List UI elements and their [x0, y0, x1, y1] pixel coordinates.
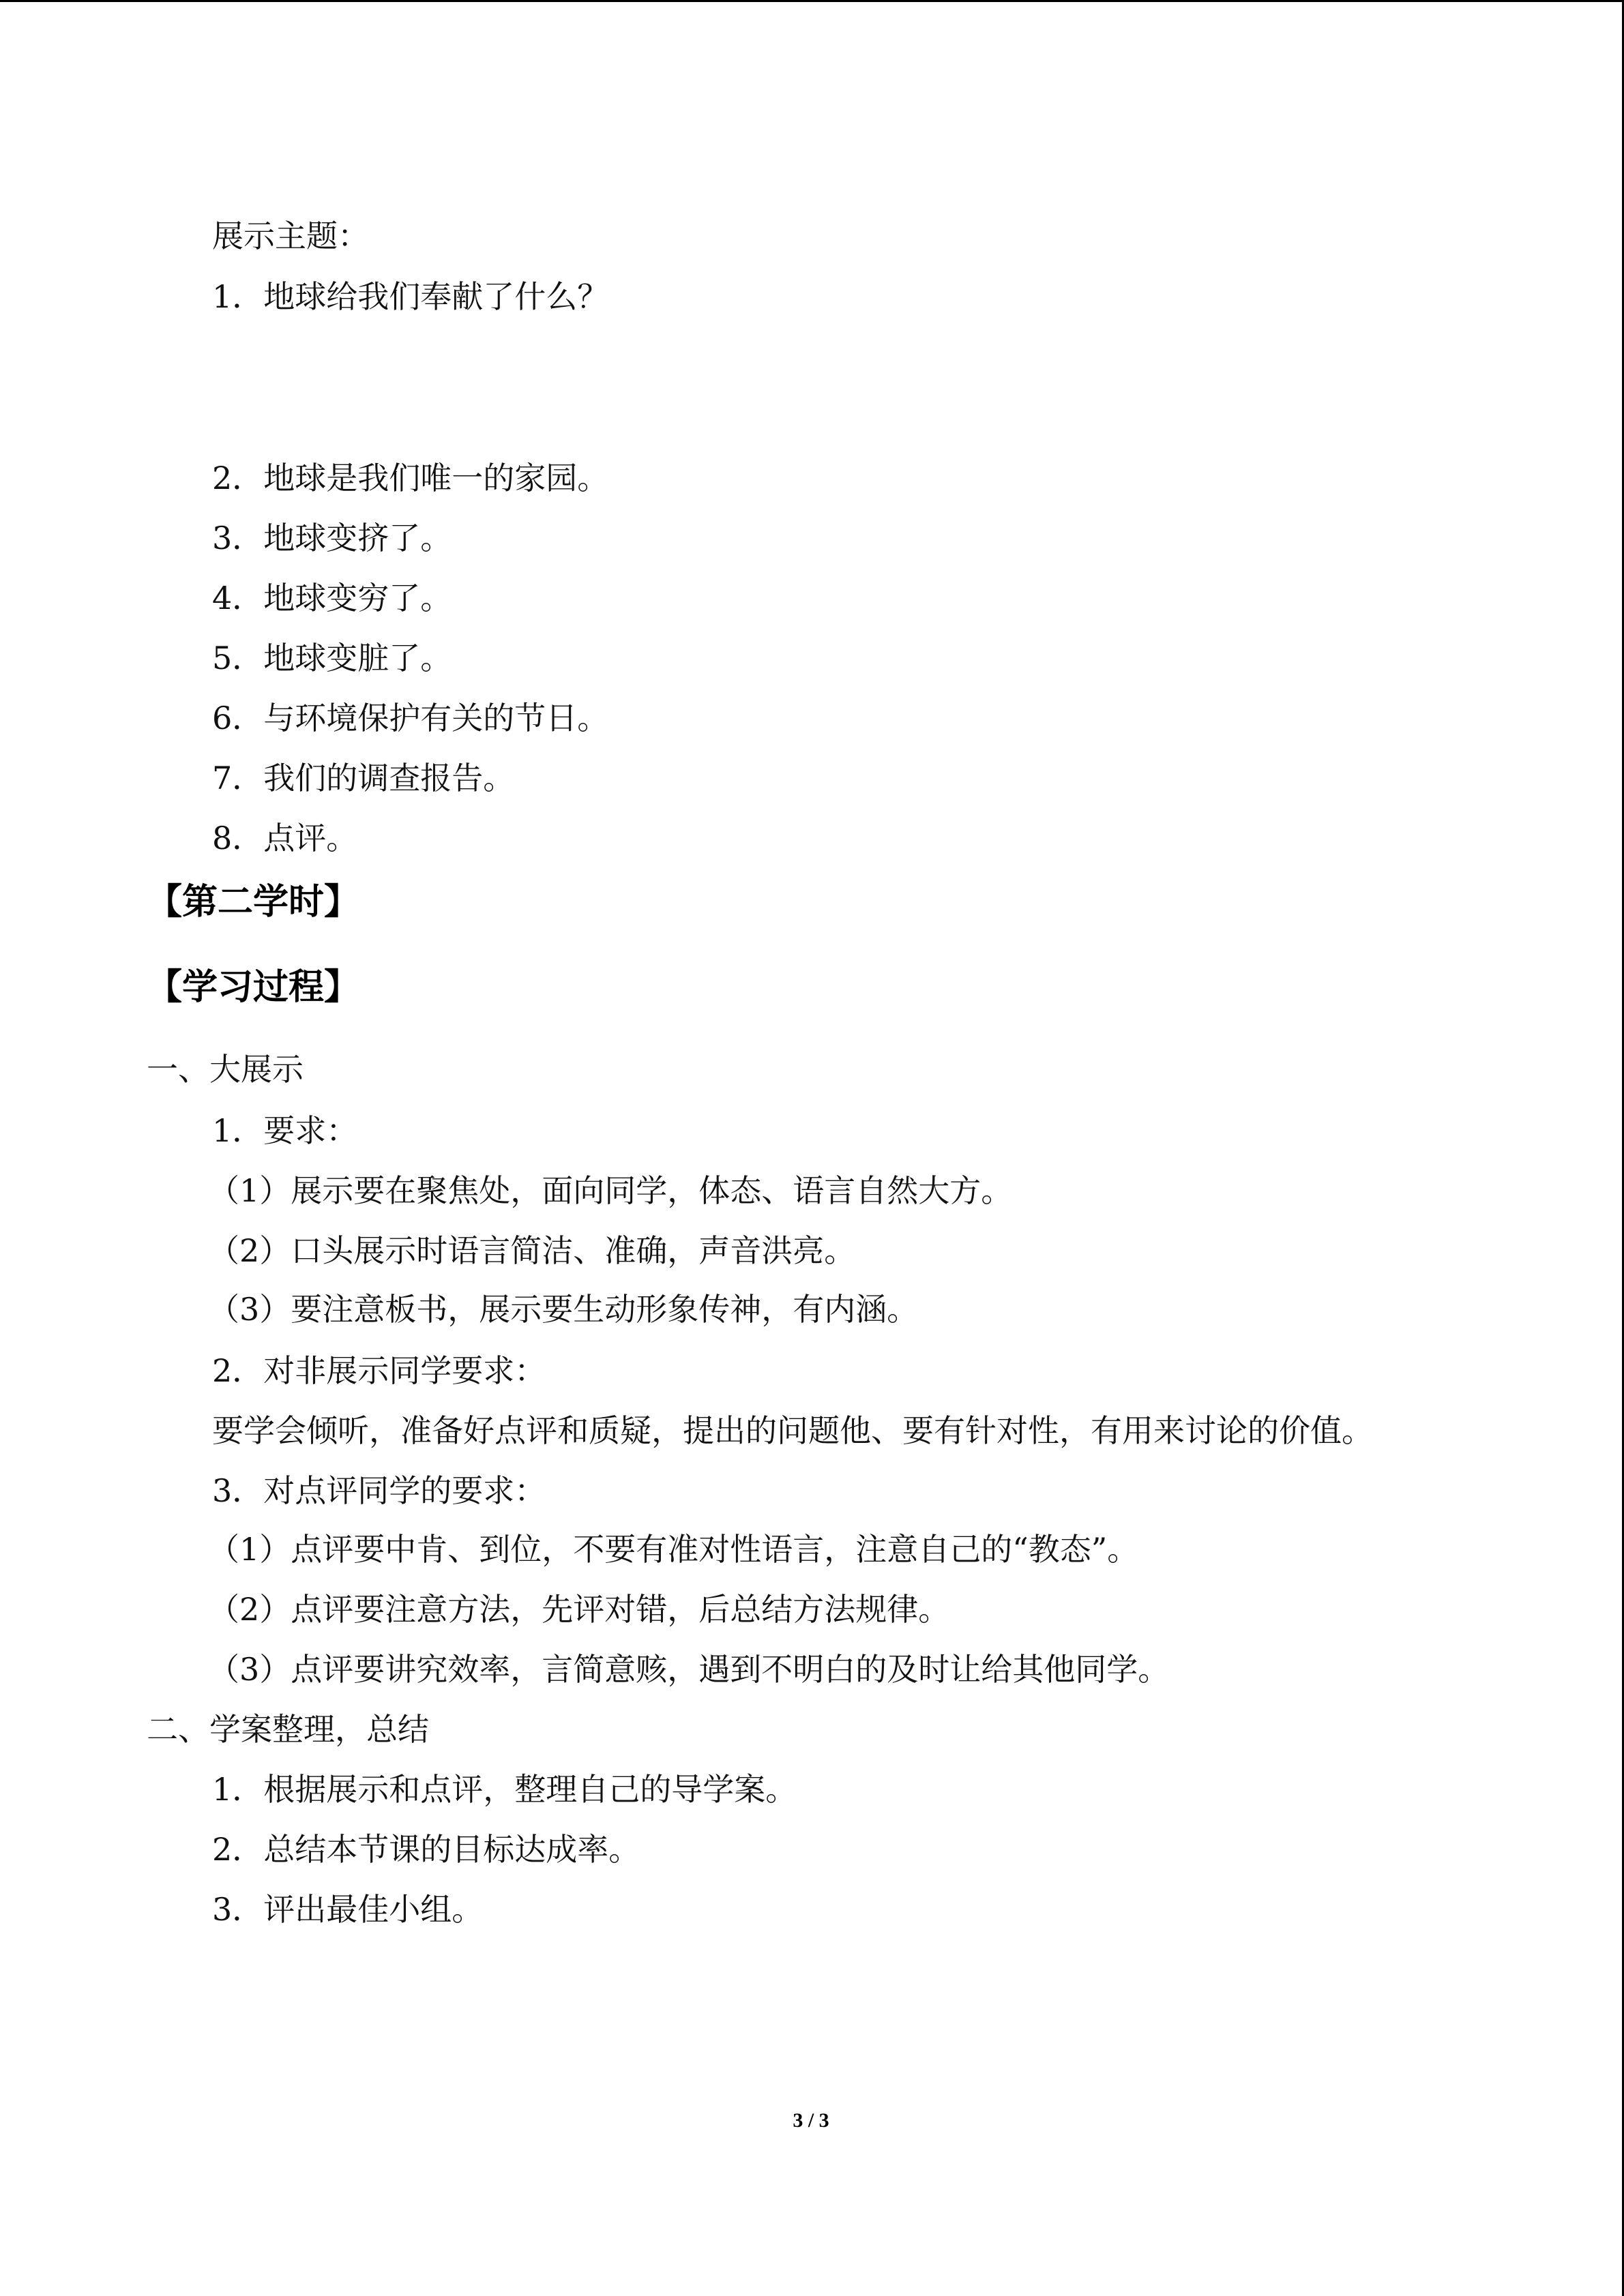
requirement-two-text: 要学会倾听，准备好点评和质疑，提出的问题他、要有针对性，有用来讨论的价值。 [212, 1412, 1373, 1449]
topic-item: 1．地球给我们奉献了什么？ [212, 278, 609, 315]
summary-item: 1．根据展示和点评，整理自己的导学案。 [212, 1771, 797, 1808]
requirement-item: （3）要注意板书，展示要生动形象传神，有内涵。 [208, 1291, 919, 1328]
summary-item: 2．总结本节课的目标达成率。 [212, 1831, 640, 1868]
topic-item: 8．点评。 [212, 820, 358, 856]
requirement-item: （1）点评要中肯、到位，不要有准对性语言，注意自己的“教态”。 [208, 1531, 1139, 1568]
topic-item: 7．我们的调查报告。 [212, 760, 515, 796]
requirement-item: （2）点评要注意方法，先评对错，后总结方法规律。 [208, 1591, 950, 1628]
learning-process-title: 【学习过程】 [147, 967, 360, 1008]
requirement-two-title: 2．对非展示同学要求： [212, 1352, 546, 1389]
topic-item: 2．地球是我们唯一的家园。 [212, 460, 609, 496]
requirement-one-title: 1．要求： [212, 1112, 358, 1149]
requirement-three-title: 3．对点评同学的要求： [212, 1472, 546, 1509]
topic-item: 5．地球变脏了。 [212, 640, 452, 676]
lesson-two-title: 【第二学时】 [147, 882, 360, 923]
display-topics-heading: 展示主题： [212, 218, 369, 254]
topic-item: 3．地球变挤了。 [212, 520, 452, 556]
part-two-heading: 二、学案整理，总结 [147, 1711, 429, 1748]
requirement-item: （1）展示要在聚焦处，面向同学，体态、语言自然大方。 [208, 1172, 1013, 1209]
summary-item: 3．评出最佳小组。 [212, 1891, 484, 1928]
requirement-item: （2）口头展示时语言简洁、准确，声音洪亮。 [208, 1232, 856, 1269]
requirement-item: （3）点评要讲究效率，言简意赅，遇到不明白的及时让给其他同学。 [208, 1651, 1170, 1688]
page-number: 3 / 3 [793, 2109, 829, 2132]
part-one-heading: 一、大展示 [147, 1051, 304, 1088]
topic-item: 4．地球变穷了。 [212, 580, 452, 616]
topic-item: 6．与环境保护有关的节日。 [212, 700, 609, 736]
